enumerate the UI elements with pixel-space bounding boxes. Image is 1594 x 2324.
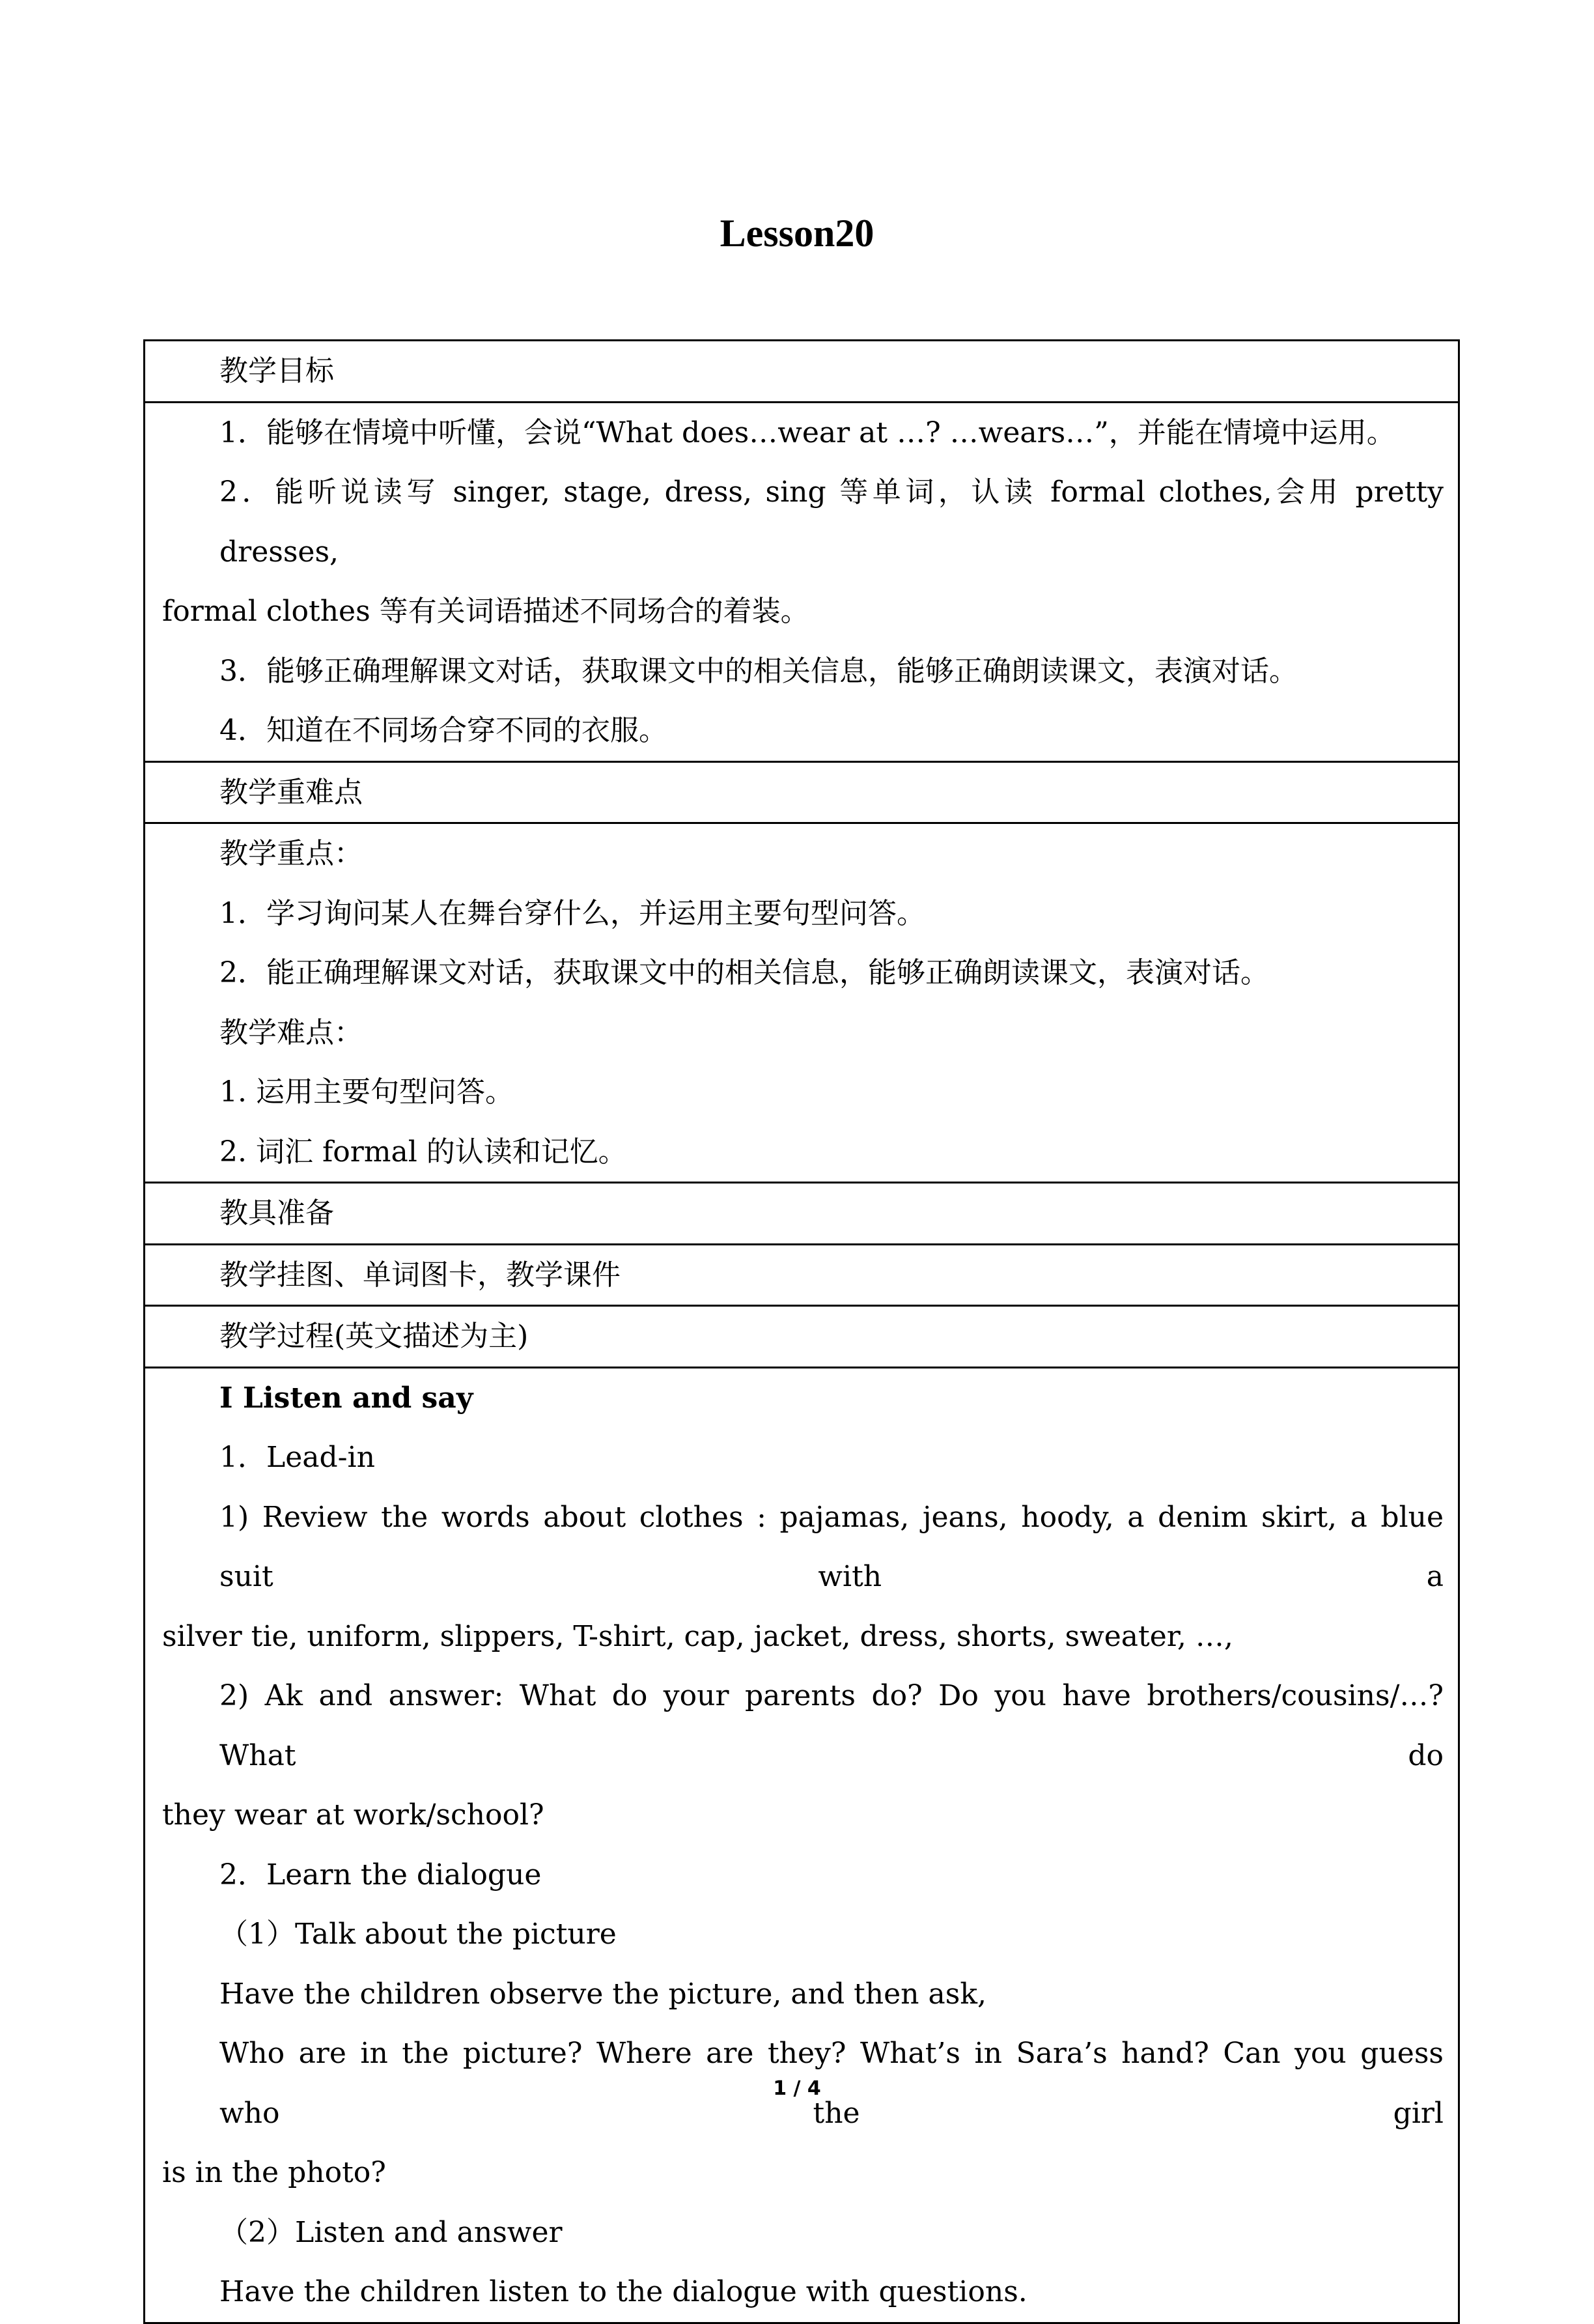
process-line: 2) Ak and answer: What do your parents do? Do you have brothers/cousins/…? What do: [219, 1679, 1444, 1772]
objective-item-continued: formal clothes 等有关词语描述不同场合的着装。: [162, 595, 809, 628]
key-points-content-row: [145, 823, 1459, 1183]
process-line: Have the children listen to the dialogue with questions.: [219, 2275, 1028, 2308]
process-line: Who are in the picture? Where are they? What’s in Sara’s hand? Can you guess who the girl: [219, 2037, 1444, 2130]
important-item: 1．学习询问某人在舞台穿什么，并运用主要句型问答。: [219, 896, 925, 930]
process-line: （1）Talk about the picture: [219, 1918, 617, 1951]
important-item: 2．能正确理解课文对话，获取课文中的相关信息，能够正确朗读课文，表演对话。: [219, 956, 1269, 989]
materials-content: 教学挂图、单词图卡，教学课件: [219, 1258, 621, 1292]
objectives-heading-row: [145, 341, 1459, 403]
process-line: 1) Review the words about clothes : pajamas, jeans, hoody, a denim skirt, a blue suit with a: [219, 1500, 1444, 1593]
process-line-continued: they wear at work/school?: [162, 1798, 544, 1832]
section-title: I Listen and say: [219, 1381, 473, 1415]
process-heading-row: [145, 1306, 1459, 1368]
materials-content-row: [145, 1244, 1459, 1306]
key-points-heading-row: [145, 761, 1459, 823]
objective-item: 1．能够在情境中听懂，会说“What does…wear at …? …wears…”，并能在情境中运用。: [219, 416, 1395, 449]
process-line: 1．Lead-in: [219, 1441, 375, 1474]
difficult-label: 教学难点：: [219, 1015, 363, 1049]
important-label: 教学重点：: [219, 837, 363, 870]
process-line: （2）Listen and answer: [219, 2215, 563, 2249]
process-line: Have the children observe the picture, and then ask,: [219, 1977, 986, 2011]
lesson-plan-table: [143, 339, 1460, 2324]
process-heading: 教学过程(英文描述为主): [219, 1320, 529, 1353]
materials-heading-row: [145, 1183, 1459, 1245]
process-content-row: [145, 1367, 1459, 2323]
key-points-heading: 教学重难点: [219, 775, 363, 809]
page-number: 1 / 4: [773, 2077, 821, 2100]
difficult-item: 2. 词汇 formal 的认读和记忆。: [219, 1135, 627, 1169]
objective-item: 2．能听说读写 singer, stage, dress, sing 等单词，认读 formal clothes,会用 pretty dresses,: [219, 475, 1444, 569]
materials-heading: 教具准备: [219, 1197, 334, 1230]
objectives-content-row: [145, 402, 1459, 761]
process-line-continued: is in the photo?: [162, 2156, 386, 2189]
process-line: 2．Learn the dialogue: [219, 1858, 542, 1892]
difficult-item: 1. 运用主要句型问答。: [219, 1075, 514, 1109]
process-line-continued: silver tie, uniform, slippers, T-shirt, cap, jacket, dress, shorts, sweater, …,: [162, 1619, 1233, 1653]
objectives-heading: 教学目标: [219, 354, 334, 388]
objective-item: 4．知道在不同场合穿不同的衣服。: [219, 714, 667, 747]
document-title: Lesson20: [720, 212, 874, 255]
objective-item: 3．能够正确理解课文对话，获取课文中的相关信息，能够正确朗读课文，表演对话。: [219, 654, 1298, 688]
